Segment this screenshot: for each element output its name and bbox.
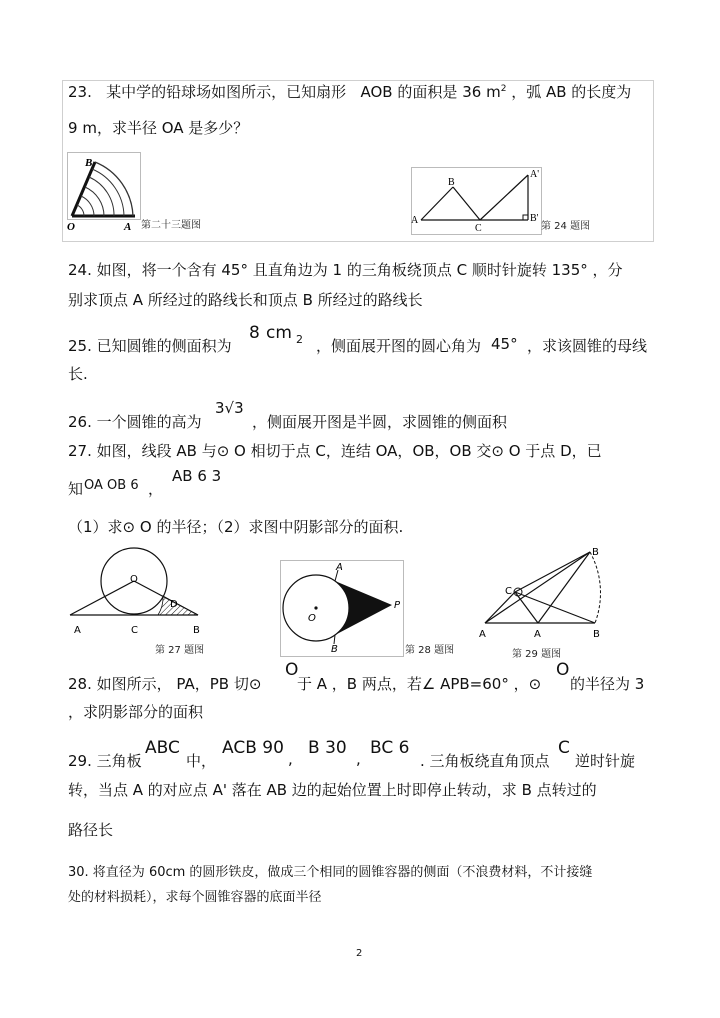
page-number: 2 — [356, 948, 363, 959]
fig28-label-O: O — [308, 613, 316, 624]
fig28-caption: 第 28 题图 — [405, 645, 455, 656]
fig24-AB — [421, 187, 453, 220]
fig29-A-to-B-top — [485, 552, 590, 623]
q29-abc: ABC — [145, 738, 180, 758]
q25-unit: cm — [266, 323, 292, 343]
q24-line2: 别求顶点 A 所经过的路线长和顶点 B 所经过的路线长 — [68, 291, 423, 309]
q26-post: ，侧面展开图是半圆，求圆锥的侧面积 — [252, 413, 508, 431]
fig24-caption: 第 24 题图 — [541, 221, 591, 232]
fig29-label-B-bot: B — [593, 629, 600, 640]
fig28-label-B: B — [331, 644, 338, 655]
q29-b30: B 30 — [308, 738, 347, 758]
fig23-label-B: B — [85, 157, 93, 169]
fig23-label-A: A — [124, 221, 132, 233]
q29-tail: 逆时针旋 — [575, 752, 636, 770]
q29-line3: 路径长 — [68, 821, 114, 839]
q23-sector: AOB — [360, 83, 393, 101]
fig29-label-C: C — [505, 586, 512, 597]
fig23-label-O: O — [67, 221, 75, 233]
q28-o1: O — [285, 660, 299, 680]
fig24-CA2 — [480, 175, 528, 220]
q29-line2: 转，当点 A 的对应点 A' 落在 AB 边的起始位置上时即停止转动，求 B 点转过的 — [68, 781, 597, 799]
fig29-label-A-mid: A — [534, 629, 541, 640]
q29-post: . 三角板绕直角顶点 — [420, 752, 550, 770]
fig23-arc-6 — [95, 162, 133, 216]
q29-acb: ACB 90 — [222, 738, 284, 758]
q25-text-a: 25. 已知圆锥的侧面积为 — [68, 337, 232, 355]
fig23-ray-OB — [72, 162, 95, 216]
fig27-caption: 第 27 题图 — [155, 645, 205, 656]
fig23-arc-5 — [92, 169, 124, 216]
q29-sep-1: , — [288, 750, 293, 768]
q23-text-c: ，弧 AB 的长度为 — [511, 83, 632, 101]
fig29-figure — [475, 545, 615, 645]
q29-sep-2: , — [356, 750, 361, 768]
q27-oa-ob: OA OB 6 — [84, 478, 139, 493]
q23-line2 — [68, 117, 248, 138]
q29-bc6: BC 6 — [370, 738, 410, 758]
q23-arc-val: 9 — [68, 119, 78, 137]
q29-pre: 29. 三角板 — [68, 752, 142, 770]
q26-height: 3√3 — [215, 399, 244, 417]
fig29-caption: 第 29 题图 — [512, 649, 562, 660]
fig24-label-A2: A' — [530, 169, 540, 180]
fig28-label-A: A — [336, 562, 343, 573]
fig29-CB-top — [515, 552, 590, 592]
fig28-shade — [335, 581, 392, 635]
fig29-arc — [590, 552, 600, 623]
fig27-figure — [68, 548, 218, 648]
q27-zhi: 知 — [68, 480, 84, 498]
q23-area-exp: 2 — [500, 84, 507, 94]
q23-arc-unit: m — [82, 119, 97, 137]
fig23-arc-1 — [77, 205, 84, 216]
q24-line1: 24. 如图，将一个含有 45° 且直角边为 1 的三角板绕顶点 C 顺时针旋转 135° ，分 — [68, 261, 623, 279]
q28-line2: ，求阴影部分的面积 — [68, 703, 204, 721]
fig23-caption: 第二十三题图 — [141, 220, 201, 231]
fig27-shade — [158, 596, 198, 615]
fig27-label-O: O — [130, 574, 138, 585]
q28-o2: O — [556, 660, 570, 680]
fig23-sector-figure — [67, 152, 147, 232]
fig24-BC — [453, 187, 480, 220]
fig28-PB — [334, 635, 335, 644]
q29-zhong: 中， — [186, 752, 217, 770]
fig27-label-C: C — [131, 625, 138, 636]
fig29-Amid-to-Btop — [538, 552, 590, 623]
fig27-label-D: D — [170, 599, 178, 610]
q27-line1: 27. 如图，线段 AB 与⊙ O 相切于点 C，连结 OA，OB，OB 交⊙ O 于点 D，已 — [68, 442, 602, 460]
fig24-label-A: A — [411, 215, 419, 226]
q25-line1 — [68, 335, 232, 356]
q27-comma: ， — [148, 480, 164, 498]
q25-text-b: ，侧面展开图的圆心角为 — [316, 337, 482, 355]
q27-ab: AB 6 3 — [172, 467, 222, 485]
q23-text-b: 的面积是 — [397, 83, 458, 101]
fig24-label-B: B — [448, 177, 455, 188]
q23-area: 36 — [462, 83, 482, 101]
fig29-label-A-left: A — [479, 629, 486, 640]
q23-text-a: 某中学的铅球场如图所示，已知扇形 — [106, 83, 347, 101]
q23-area-unit: m — [486, 83, 501, 101]
fig24-right-angle — [523, 215, 528, 220]
q25-line2: 长. — [68, 365, 88, 383]
q26-pre: 26. 一个圆锥的高为 — [68, 413, 202, 431]
q28-part1: 28. 如图所示， PA，PB 切⊙ — [68, 675, 262, 693]
q23-question: ，求半径 OA 是多少？ — [96, 119, 249, 137]
fig24-figure — [411, 167, 546, 239]
fig27-label-B: B — [193, 625, 200, 636]
fig24-label-C: C — [475, 223, 482, 234]
fig27-label-A: A — [74, 625, 81, 636]
q23-num: 23. — [68, 83, 92, 101]
q29-c: C — [558, 738, 570, 758]
q25-text-c: ，求该圆锥的母线 — [527, 337, 648, 355]
fig23-arc-2 — [81, 196, 94, 216]
fig29-label-B-top: B — [592, 547, 599, 558]
q25-val: 8 — [249, 323, 260, 343]
q28-part2: 于 A ，B 两点，若∠ APB=60° ，⊙ — [297, 675, 542, 693]
q23-line1 — [68, 81, 631, 102]
q30-line2: 处的材料损耗），求每个圆锥容器的底面半径 — [68, 890, 322, 905]
fig28-label-P: P — [394, 600, 401, 611]
fig28-center-dot — [314, 606, 317, 609]
q25-angle: 45° — [491, 335, 518, 353]
fig24-label-B2: B' — [530, 213, 539, 224]
q28-part3: 的半径为 3 — [570, 675, 645, 693]
fig28-figure — [280, 560, 406, 656]
q30-line1: 30. 将直径为 60cm 的圆形铁皮，做成三个相同的圆锥容器的侧面（不浪费材料，不计接缝 — [68, 865, 593, 880]
q27-line3: （1）求⊙ O 的半径；（2）求图中阴影部分的面积. — [68, 518, 404, 536]
q25-exp: 2 — [296, 333, 303, 346]
